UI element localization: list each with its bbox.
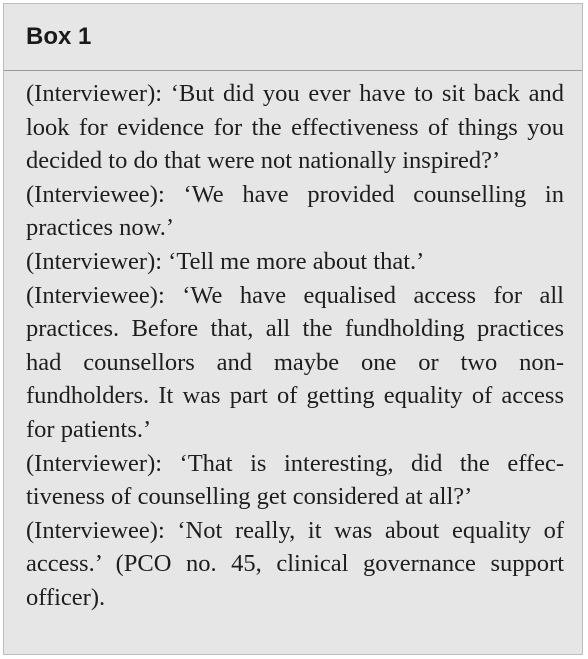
interview-turn: (Interviewee): ‘Not really, it was about equality of access.’ (PCO no. 45, clinical governance support officer).: [26, 516, 564, 611]
interview-turn: (Interviewer): ‘That is interesting, did the effectiveness of counselling get considered at all?’: [26, 449, 564, 511]
interview-turn: (Interviewer): ‘But did you ever have to sit back and look for evidence for the effectiveness of things you decided to do that were not nationally inspired?’: [26, 80, 564, 175]
interview-transcript: [26, 77, 564, 615]
text-box: [3, 3, 583, 655]
interview-turn: (Interviewee): ‘We have equalised access for all practices. Before that, all the fundholding practices had counsellors and maybe one or two non-fundholders. It was part of getting equality of access for patients.’: [26, 281, 564, 443]
interview-turn: (Interviewer): ‘Tell me more about that.’: [26, 247, 425, 275]
box-title: Box 1: [26, 23, 92, 50]
interview-turn: (Interviewee): ‘We have provided counselling in practices now.’: [26, 180, 564, 242]
title-divider: [4, 70, 582, 71]
